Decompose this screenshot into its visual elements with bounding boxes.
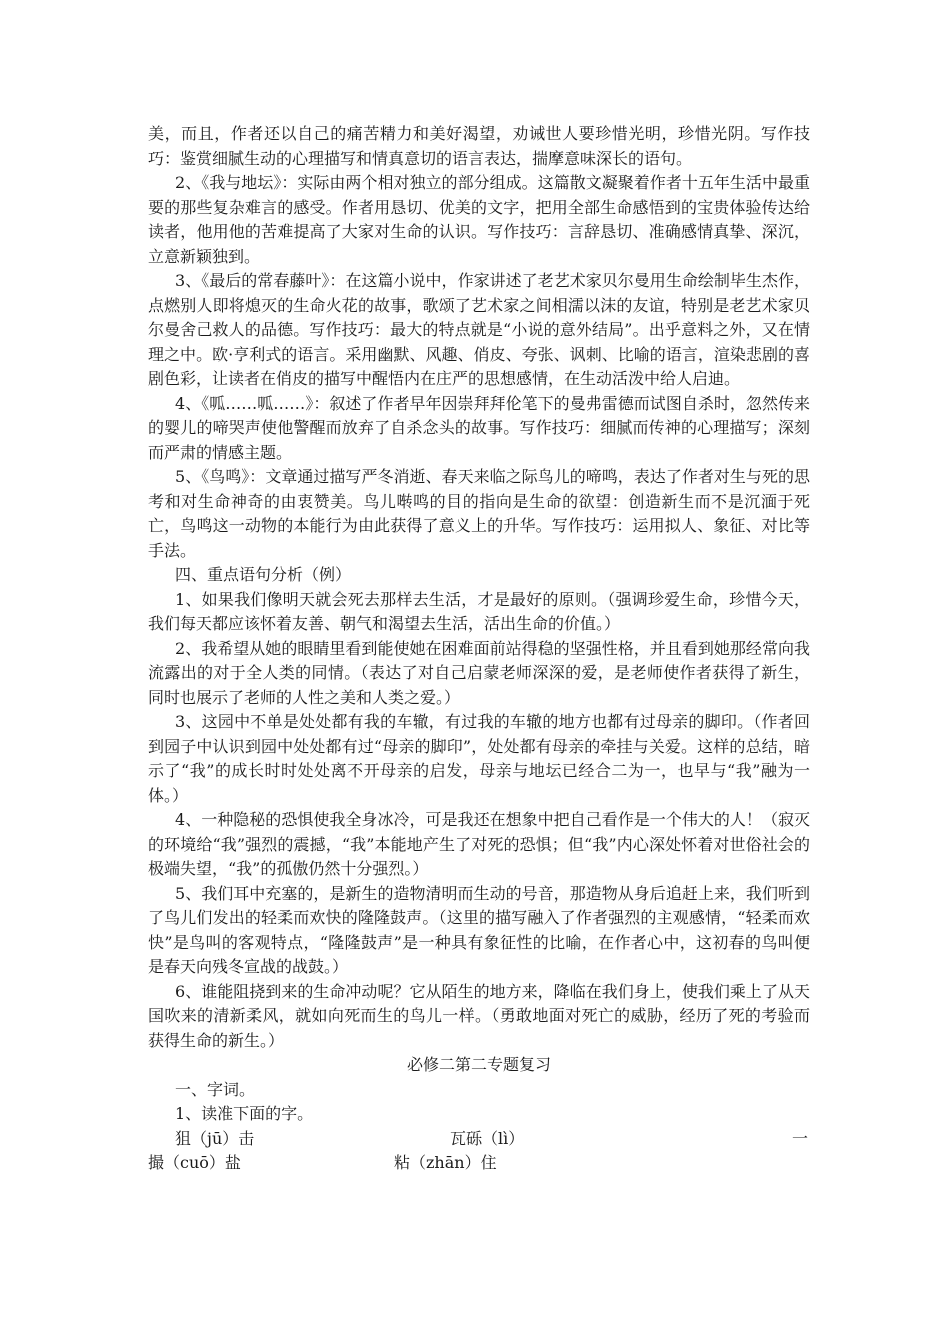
word-item: 一 [791, 1128, 808, 1148]
sentence-analysis-6: 6、谁能阻挠到来的生命冲动呢？它从陌生的地方来，降临在我们身上，使我们乘上了从天国吹来的清新柔风，就如向死而生的鸟儿一样。（勇敢地面对死亡的威胁，经历了死的考验而获得生命的新生。） [148, 981, 810, 1050]
paragraph-work-4: 4、《呱……呱……》：叙述了作者早年因崇拜拜伦笔下的曼弗雷德而试图自杀时，忽然传来的婴儿的啼哭声使他警醒而放弃了自杀念头的故事。写作技巧：细腻而传神的心理描写；深刻而严肃的情感主题。 [148, 393, 810, 462]
word-row-2 [148, 1151, 810, 1176]
word-row-1 [148, 1127, 810, 1152]
paragraph-work-5: 5、《鸟鸣》：文章通过描写严冬消逝、春天来临之际鸟儿的啼鸣，表达了作者对生与死的思考和对生命神奇的由衷赞美。鸟儿啭鸣的目的指向是生命的欲望：创造新生而不是沉湎于死亡，鸟鸣这一动物的本能行为由此获得了意义上的升华。写作技巧：运用拟人、象征、对比等手法。 [148, 467, 810, 560]
paragraph-continuation: 美，而且，作者还以自己的痛苦精力和美好渴望，劝诫世人要珍惜光明，珍惜光阴。写作技巧：鉴赏细腻生动的心理描写和情真意切的语言表达，揣摩意味深长的语句。 [148, 124, 810, 168]
sentence-analysis-3: 3、这园中不单是处处都有我的车辙，有过我的车辙的地方也都有过母亲的脚印。（作者回到园子中认识到园中处处都有过“母亲的脚印”，处处都有母亲的牵挂与关爱。这样的总结，暗示了“我”的成长时时处处离不开母亲的启发，母亲与地坛已经合二为一，也早与“我”融为一体。） [148, 712, 810, 805]
sentence-analysis-4: 4、一种隐秘的恐惧使我全身冰冷，可是我还在想象中把自己看作是一个伟大的人！（寂灭的环境给“我”强烈的震撼，“我”本能地产生了对死的恐惧；但“我”内心深处怀着对世俗社会的极端失望，“我”的孤傲仍然十分强烈。） [148, 810, 810, 878]
word-item: 瓦砾（lì） [450, 1128, 525, 1148]
item-heading-read-characters: 1、读准下面的字。 [175, 1104, 314, 1123]
sentence-analysis-5: 5、我们耳中充塞的，是新生的造物清明而生动的号音，那造物从身后追赶上来，我们听到了鸟儿们发出的轻柔而欢快的隆隆鼓声。（这里的描写融入了作者强烈的主观感情，“轻柔而欢快”是鸟叫的客观特点，“隆隆鼓声”是一种具有象征性的比喻，在作者心中，这初春的鸟叫便是春天向残冬宣战的战鼓。） [148, 883, 810, 976]
word-item: 狙（jū）击 [175, 1128, 255, 1148]
paragraph-work-2: 2、《我与地坛》：实际由两个相对独立的部分组成。这篇散文凝聚着作者十五年生活中最重要的那些复杂难言的感受。作者用恳切、优美的文字，把用全部生命感悟到的宝贵体验传达给读者，他用他的苦难提高了大家对生命的认识。写作技巧：言辞恳切、准确感情真挚、深沉，立意新颖独到。 [148, 173, 810, 266]
sub-heading-vocabulary: 一、字词。 [175, 1079, 256, 1099]
section-heading-key-sentences: 四、重点语句分析（例） [175, 565, 352, 584]
document-page [148, 122, 810, 1176]
paragraph-work-3: 3、《最后的常春藤叶》：在这篇小说中，作家讲述了老艺术家贝尔曼用生命绘制毕生杰作，点燃别人即将熄灭的生命火花的故事，歌颂了艺术家之间相濡以沫的友谊，特别是老艺术家贝尔曼舍己救人的品德。写作技巧：最大的特点就是“小说的意外结局”。出乎意料之外，又在情理之中。欧·亨利式的语言。采用幽默、风趣、俏皮、夸张、讽刺、比喻的语言，渲染悲剧的喜剧色彩，让读者在俏皮的描写中醒悟内在庄严的思想感情，在生动活泼中给人启迪。 [148, 271, 810, 388]
section-title: 必修二第二专题复习 [406, 1055, 551, 1074]
sentence-analysis-1: 1、如果我们像明天就会死去那样去生活，才是最好的原则。（强调珍爱生命，珍惜今天，我们每天都应该怀着友善、朝气和渴望去生活，活出生命的价值。） [148, 589, 810, 633]
word-item: 粘（zhān）住 [394, 1153, 497, 1172]
sentence-analysis-2: 2、我希望从她的眼睛里看到能使她在困难面前站得稳的坚强性格，并且看到她那经常向我流露出的对于全人类的同情。（表达了对自己启蒙老师深深的爱，是老师使作者获得了新生，同时也展示了老师的人性之美和人类之爱。） [148, 638, 810, 707]
word-item: 撮（cuō）盐 [148, 1153, 241, 1172]
